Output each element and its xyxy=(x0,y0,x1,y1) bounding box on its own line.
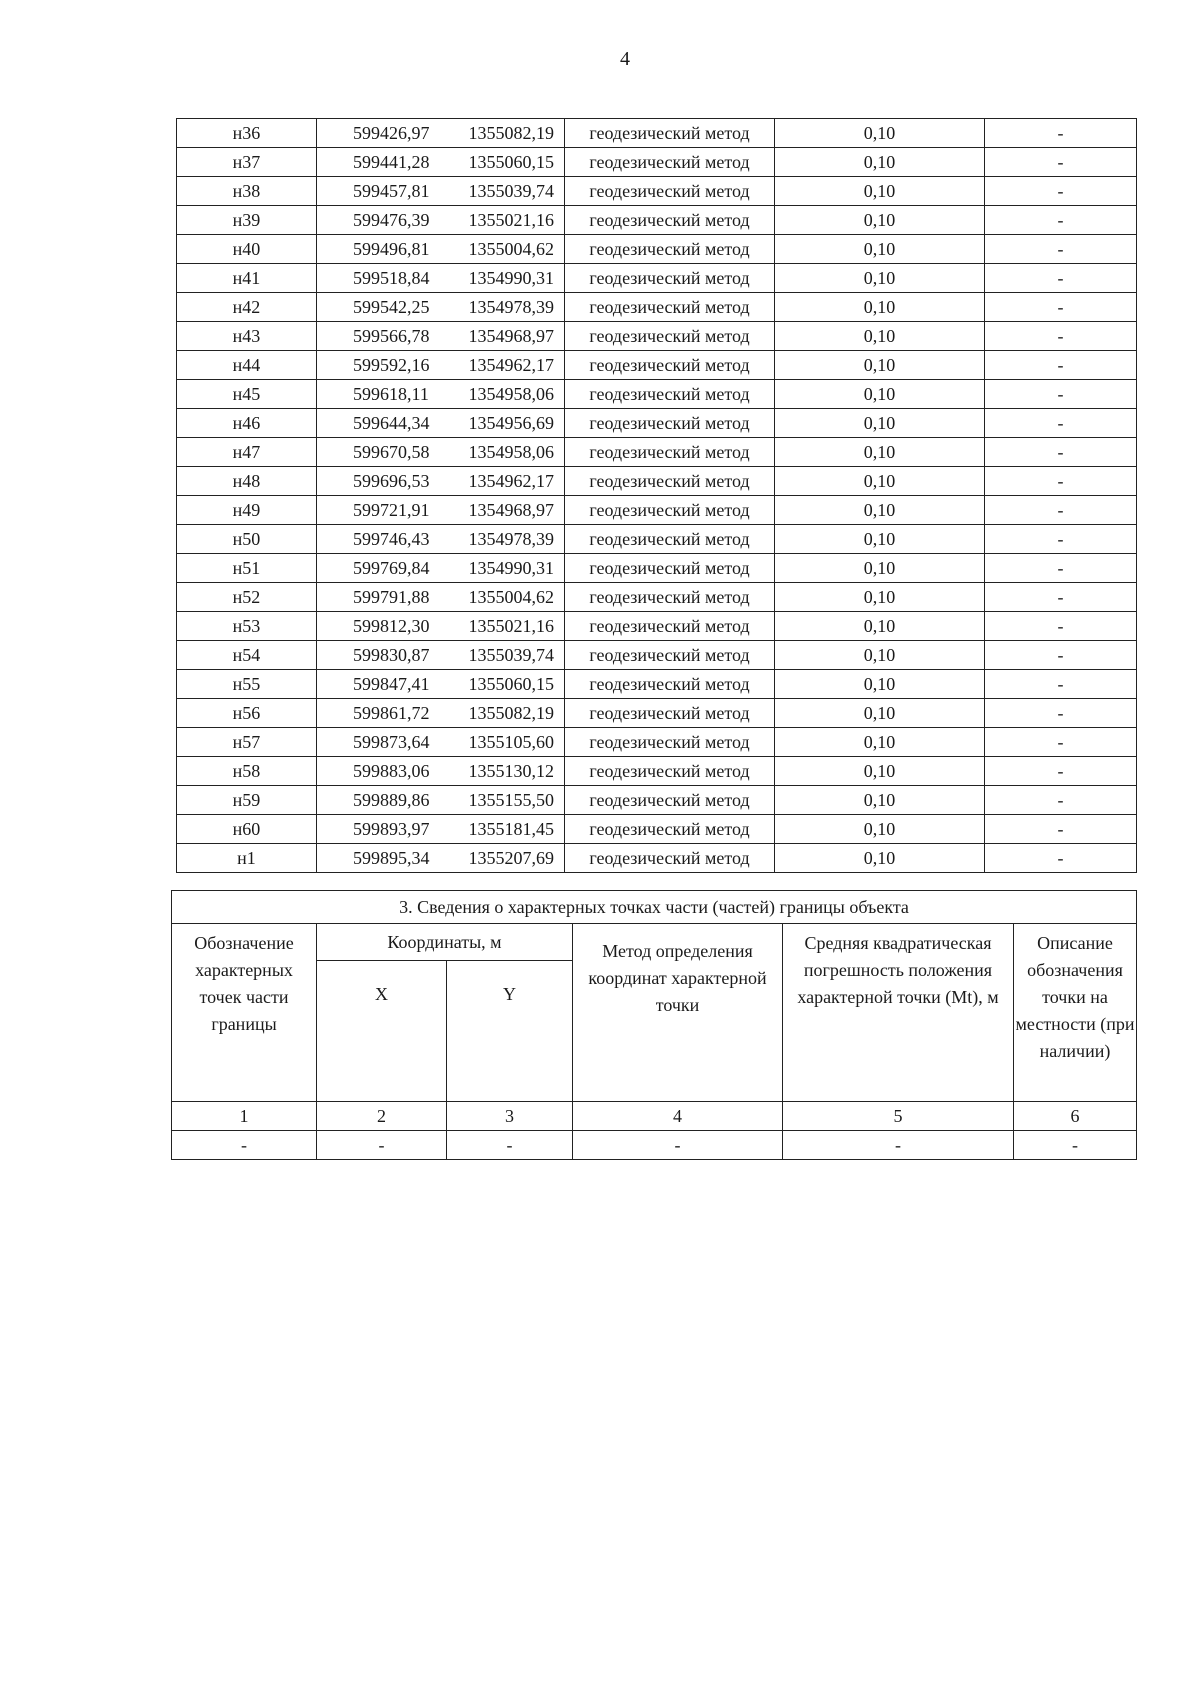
mt-cell: 0,10 xyxy=(775,554,985,583)
coordinate-x: 599861,72 xyxy=(317,699,457,728)
table-row xyxy=(177,844,1137,873)
column-number: 5 xyxy=(783,1102,1014,1131)
table-row xyxy=(177,351,1137,380)
description-cell: - xyxy=(985,177,1137,206)
coordinate-x: 599769,84 xyxy=(317,554,457,583)
method-cell: геодезический метод xyxy=(565,206,775,235)
table-row xyxy=(177,206,1137,235)
coordinate-x: 599873,64 xyxy=(317,728,457,757)
mt-cell: 0,10 xyxy=(775,815,985,844)
point-id: н59 xyxy=(177,786,317,815)
mt-cell: 0,10 xyxy=(775,235,985,264)
description-cell: - xyxy=(985,728,1137,757)
coordinate-y: 1355130,12 xyxy=(457,757,565,786)
method-cell: геодезический метод xyxy=(565,235,775,264)
column-number: 1 xyxy=(172,1102,317,1131)
part-boundary-points-table xyxy=(171,890,1137,1160)
column-number: 6 xyxy=(1014,1102,1137,1131)
description-cell: - xyxy=(985,293,1137,322)
method-cell: геодезический метод xyxy=(565,264,775,293)
table-row xyxy=(177,728,1137,757)
description-cell: - xyxy=(985,148,1137,177)
method-cell: геодезический метод xyxy=(565,699,775,728)
coordinate-x: 599542,25 xyxy=(317,293,457,322)
point-id: н49 xyxy=(177,496,317,525)
mt-cell: 0,10 xyxy=(775,380,985,409)
table-row xyxy=(177,786,1137,815)
mt-cell: 0,10 xyxy=(775,351,985,380)
method-cell: геодезический метод xyxy=(565,438,775,467)
coordinate-y: 1355039,74 xyxy=(457,177,565,206)
description-cell: - xyxy=(985,583,1137,612)
method-cell: геодезический метод xyxy=(565,670,775,699)
description-cell: - xyxy=(985,641,1137,670)
description-cell: - xyxy=(985,496,1137,525)
header-mt: Средняя квадратическая погрешность положения характерной точки (Mt), м xyxy=(783,924,1014,1102)
point-id: н47 xyxy=(177,438,317,467)
boundary-points-table xyxy=(176,118,1137,873)
mt-cell: 0,10 xyxy=(775,264,985,293)
method-cell: геодезический метод xyxy=(565,293,775,322)
mt-cell: 0,10 xyxy=(775,612,985,641)
coordinate-x: 599476,39 xyxy=(317,206,457,235)
section-3-title: 3. Сведения о характерных точках части (частей) границы объекта xyxy=(172,891,1137,924)
coordinate-y: 1354990,31 xyxy=(457,264,565,293)
coordinate-y: 1354962,17 xyxy=(457,467,565,496)
point-id: н45 xyxy=(177,380,317,409)
table-row xyxy=(177,554,1137,583)
coordinate-x: 599847,41 xyxy=(317,670,457,699)
method-cell: геодезический метод xyxy=(565,641,775,670)
method-cell: геодезический метод xyxy=(565,467,775,496)
column-number: 3 xyxy=(447,1102,573,1131)
mt-cell: 0,10 xyxy=(775,177,985,206)
table-row xyxy=(177,438,1137,467)
description-cell: - xyxy=(985,670,1137,699)
mt-cell: 0,10 xyxy=(775,409,985,438)
table-row xyxy=(177,757,1137,786)
coordinate-y: 1354978,39 xyxy=(457,293,565,322)
coordinate-y: 1355021,16 xyxy=(457,612,565,641)
mt-cell: 0,10 xyxy=(775,119,985,148)
table-row xyxy=(177,119,1137,148)
coordinate-x: 599566,78 xyxy=(317,322,457,351)
header-method: Метод определения координат характерной точки xyxy=(573,924,783,1102)
coordinate-x: 599889,86 xyxy=(317,786,457,815)
table-row xyxy=(177,148,1137,177)
description-cell: - xyxy=(985,525,1137,554)
coordinate-x: 599746,43 xyxy=(317,525,457,554)
point-id: н1 xyxy=(177,844,317,873)
description-cell: - xyxy=(985,438,1137,467)
column-number: 4 xyxy=(573,1102,783,1131)
description-cell: - xyxy=(985,322,1137,351)
mt-cell: 0,10 xyxy=(775,699,985,728)
header-coordinates: Координаты, м xyxy=(317,924,573,961)
header-y: Y xyxy=(447,961,573,1102)
description-cell: - xyxy=(985,351,1137,380)
method-cell: геодезический метод xyxy=(565,177,775,206)
coordinate-x: 599721,91 xyxy=(317,496,457,525)
table-row xyxy=(177,264,1137,293)
point-id: н46 xyxy=(177,409,317,438)
description-cell: - xyxy=(985,757,1137,786)
empty-cell: - xyxy=(573,1131,783,1160)
coordinate-y: 1354968,97 xyxy=(457,496,565,525)
point-id: н39 xyxy=(177,206,317,235)
point-id: н57 xyxy=(177,728,317,757)
mt-cell: 0,10 xyxy=(775,148,985,177)
method-cell: геодезический метод xyxy=(565,322,775,351)
method-cell: геодезический метод xyxy=(565,815,775,844)
point-id: н41 xyxy=(177,264,317,293)
description-cell: - xyxy=(985,409,1137,438)
method-cell: геодезический метод xyxy=(565,351,775,380)
description-cell: - xyxy=(985,264,1137,293)
mt-cell: 0,10 xyxy=(775,525,985,554)
mt-cell: 0,10 xyxy=(775,583,985,612)
method-cell: геодезический метод xyxy=(565,148,775,177)
header-designation: Обозначение характерных точек части границы xyxy=(172,924,317,1102)
mt-cell: 0,10 xyxy=(775,670,985,699)
method-cell: геодезический метод xyxy=(565,844,775,873)
coordinate-x: 599441,28 xyxy=(317,148,457,177)
description-cell: - xyxy=(985,235,1137,264)
coordinate-x: 599895,34 xyxy=(317,844,457,873)
coordinate-x: 599426,97 xyxy=(317,119,457,148)
coordinate-y: 1355181,45 xyxy=(457,815,565,844)
empty-cell: - xyxy=(783,1131,1014,1160)
point-id: н43 xyxy=(177,322,317,351)
coordinate-x: 599618,11 xyxy=(317,380,457,409)
coordinate-y: 1354958,06 xyxy=(457,380,565,409)
coordinate-y: 1355082,19 xyxy=(457,699,565,728)
method-cell: геодезический метод xyxy=(565,612,775,641)
description-cell: - xyxy=(985,815,1137,844)
point-id: н51 xyxy=(177,554,317,583)
coordinate-y: 1355105,60 xyxy=(457,728,565,757)
mt-cell: 0,10 xyxy=(775,496,985,525)
empty-cell: - xyxy=(317,1131,447,1160)
coordinate-y: 1355207,69 xyxy=(457,844,565,873)
point-id: н37 xyxy=(177,148,317,177)
table-row xyxy=(177,525,1137,554)
description-cell: - xyxy=(985,380,1137,409)
point-id: н55 xyxy=(177,670,317,699)
description-cell: - xyxy=(985,467,1137,496)
coordinate-y: 1355060,15 xyxy=(457,148,565,177)
table-row xyxy=(177,699,1137,728)
header-x: X xyxy=(317,961,447,1102)
point-id: н50 xyxy=(177,525,317,554)
table-row xyxy=(177,380,1137,409)
table-row xyxy=(177,496,1137,525)
description-cell: - xyxy=(985,206,1137,235)
point-id: н48 xyxy=(177,467,317,496)
table-row xyxy=(177,467,1137,496)
method-cell: геодезический метод xyxy=(565,496,775,525)
table-row xyxy=(177,409,1137,438)
point-id: н36 xyxy=(177,119,317,148)
coordinate-y: 1354958,06 xyxy=(457,438,565,467)
column-number: 2 xyxy=(317,1102,447,1131)
coordinate-y: 1355060,15 xyxy=(457,670,565,699)
coordinate-y: 1354962,17 xyxy=(457,351,565,380)
coordinate-x: 599893,97 xyxy=(317,815,457,844)
coordinate-y: 1355004,62 xyxy=(457,583,565,612)
method-cell: геодезический метод xyxy=(565,786,775,815)
header-description: Описание обозначения точки на местности (при наличии) xyxy=(1014,924,1137,1102)
coordinate-y: 1355082,19 xyxy=(457,119,565,148)
method-cell: геодезический метод xyxy=(565,380,775,409)
coordinate-y: 1354956,69 xyxy=(457,409,565,438)
page-number: 4 xyxy=(620,48,630,70)
point-id: н40 xyxy=(177,235,317,264)
coordinate-x: 599883,06 xyxy=(317,757,457,786)
point-id: н42 xyxy=(177,293,317,322)
point-id: н60 xyxy=(177,815,317,844)
table-row xyxy=(177,612,1137,641)
table-row xyxy=(177,670,1137,699)
coordinate-y: 1354990,31 xyxy=(457,554,565,583)
coordinate-x: 599592,16 xyxy=(317,351,457,380)
method-cell: геодезический метод xyxy=(565,757,775,786)
description-cell: - xyxy=(985,844,1137,873)
table-row xyxy=(177,177,1137,206)
mt-cell: 0,10 xyxy=(775,293,985,322)
coordinate-x: 599496,81 xyxy=(317,235,457,264)
coordinate-x: 599518,84 xyxy=(317,264,457,293)
table-row xyxy=(177,815,1137,844)
mt-cell: 0,10 xyxy=(775,641,985,670)
empty-cell: - xyxy=(447,1131,573,1160)
table-row xyxy=(177,293,1137,322)
mt-cell: 0,10 xyxy=(775,206,985,235)
coordinate-y: 1354968,97 xyxy=(457,322,565,351)
point-id: н54 xyxy=(177,641,317,670)
coordinate-x: 599791,88 xyxy=(317,583,457,612)
coordinate-y: 1355004,62 xyxy=(457,235,565,264)
coordinate-x: 599644,34 xyxy=(317,409,457,438)
coordinate-y: 1355021,16 xyxy=(457,206,565,235)
method-cell: геодезический метод xyxy=(565,409,775,438)
method-cell: геодезический метод xyxy=(565,525,775,554)
mt-cell: 0,10 xyxy=(775,728,985,757)
table-row xyxy=(177,583,1137,612)
coordinate-x: 599670,58 xyxy=(317,438,457,467)
method-cell: геодезический метод xyxy=(565,583,775,612)
description-cell: - xyxy=(985,554,1137,583)
table-row xyxy=(177,641,1137,670)
mt-cell: 0,10 xyxy=(775,467,985,496)
table-row xyxy=(177,322,1137,351)
mt-cell: 0,10 xyxy=(775,438,985,467)
mt-cell: 0,10 xyxy=(775,786,985,815)
method-cell: геодезический метод xyxy=(565,119,775,148)
empty-cell: - xyxy=(172,1131,317,1160)
point-id: н58 xyxy=(177,757,317,786)
description-cell: - xyxy=(985,612,1137,641)
point-id: н44 xyxy=(177,351,317,380)
coordinate-x: 599457,81 xyxy=(317,177,457,206)
coordinate-y: 1354978,39 xyxy=(457,525,565,554)
point-id: н38 xyxy=(177,177,317,206)
coordinate-y: 1355155,50 xyxy=(457,786,565,815)
coordinate-x: 599812,30 xyxy=(317,612,457,641)
coordinate-x: 599696,53 xyxy=(317,467,457,496)
mt-cell: 0,10 xyxy=(775,322,985,351)
description-cell: - xyxy=(985,699,1137,728)
coordinate-x: 599830,87 xyxy=(317,641,457,670)
mt-cell: 0,10 xyxy=(775,757,985,786)
description-cell: - xyxy=(985,119,1137,148)
point-id: н56 xyxy=(177,699,317,728)
point-id: н52 xyxy=(177,583,317,612)
mt-cell: 0,10 xyxy=(775,844,985,873)
point-id: н53 xyxy=(177,612,317,641)
method-cell: геодезический метод xyxy=(565,728,775,757)
empty-cell: - xyxy=(1014,1131,1137,1160)
description-cell: - xyxy=(985,786,1137,815)
method-cell: геодезический метод xyxy=(565,554,775,583)
table-row xyxy=(177,235,1137,264)
coordinate-y: 1355039,74 xyxy=(457,641,565,670)
